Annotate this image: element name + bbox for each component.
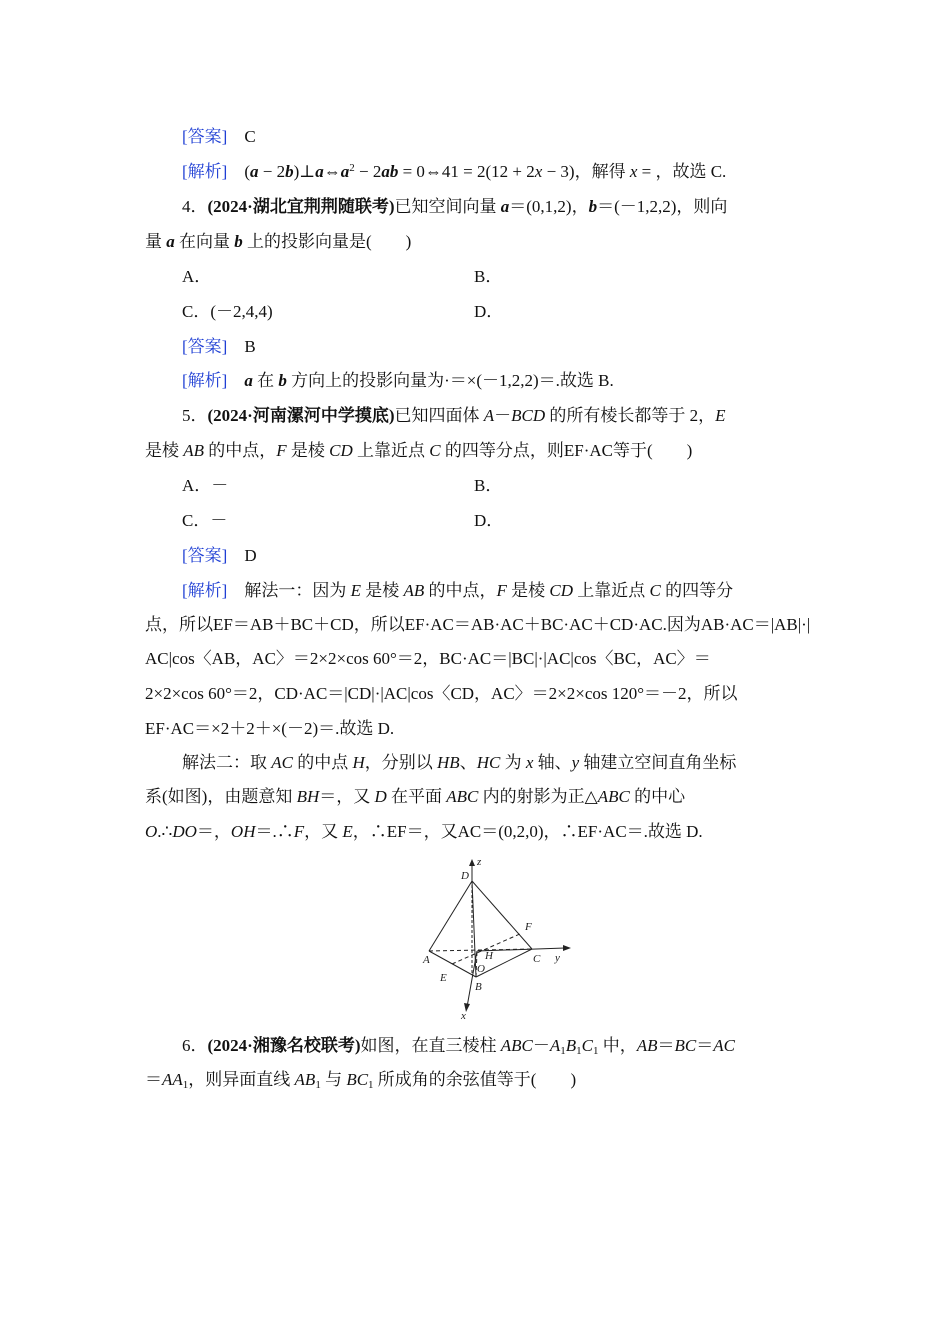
q6-source: (2024·湘豫名校联考) <box>207 1036 361 1055</box>
label-f: F <box>525 921 532 933</box>
label-h: H <box>485 950 493 962</box>
q5-method1-line2: 点，所以EF＝AB＋BC＋CD，所以EF·AC＝AB·AC＋BC·AC＋CD·AC.因为AB·AC＝|AB|·| <box>145 615 811 634</box>
q5-method1-line4: 2×2×cos 60°＝2，CD·AC＝|CD|·|AC|cos〈CD，AC〉＝2×2×cos 120°＝－2，所以 <box>145 684 738 703</box>
label-y: y <box>555 952 560 964</box>
q5-option-a: A．－ <box>182 476 229 495</box>
label-d: D <box>461 870 469 882</box>
analysis-tag: [解析] <box>182 162 228 181</box>
q5-option-c: C．－ <box>182 511 228 530</box>
q5-option-b: B． <box>474 476 503 495</box>
q5-method1-line1: [解析] 解法一：因为 E 是棱 AB 的中点，F 是棱 CD 上靠近点 C 的四等分 <box>182 581 734 600</box>
q5-method2-line3: O.∴DO＝，OH＝.∴F，又 E，∴EF＝，又AC＝(0,2,0)，∴EF·AC＝.故选 D. <box>145 822 703 841</box>
answer-tag: [答案] <box>182 127 228 146</box>
q5-method1-line3: AC|cos〈AB，AC〉＝2×2×cos 60°＝2，BC·AC＝|BC|·|AC|cos〈BC，AC〉＝ <box>145 649 711 668</box>
q5-stem-line1: 5．(2024·河南漯河中学摸底)已知四面体 A－BCD 的所有棱长都等于 2，E <box>182 406 726 425</box>
q5-method1-line5: EF·AC＝×2＋2＋×(－2)＝.故选 D. <box>145 719 395 738</box>
q3-answer: [答案] C <box>182 127 256 146</box>
q4-stem-line1: 4．(2024·湖北宜荆荆随联考)已知空间向量 a＝(0,1,2)，b＝(－1,2,2)，则向 <box>182 197 728 216</box>
label-x: x <box>461 1010 466 1020</box>
label-a: A <box>423 954 430 966</box>
q4-option-a: A． <box>182 267 212 286</box>
q6-stem-line1: 6．(2024·湘豫名校联考)如图，在直三棱柱 $ABC-A_1B_1C_1$ 中，AB＝BC＝AC <box>182 1036 735 1057</box>
label-b: B <box>475 981 482 993</box>
q3-analysis: [解析] $(a - 2b)\perp a\Leftrightarrow a^2 - 2ab$ = 0⇔41 = 2(12 + 2x − 3)，解得 x = ，故选 C. <box>182 162 727 181</box>
q4-answer: [答案] B <box>182 337 256 356</box>
q4-option-d: D． <box>474 302 504 321</box>
q5-method2-line2: 系(如图)，由题意知 BH＝，又 D 在平面 ABC 内的射影为正△ABC 的中心 <box>145 787 686 806</box>
q5-option-d: D． <box>474 511 504 530</box>
q5-method2-line1: 解法二：取 AC 的中点 H，分别以 HB、HC 为 x 轴、y 轴建立空间直角坐标 <box>182 753 737 772</box>
q5-source: (2024·河南漯河中学摸底) <box>207 406 395 425</box>
tetrahedron-figure <box>415 855 585 1020</box>
q5-answer: [答案] D <box>182 546 257 565</box>
q5-stem-line2: 是棱 AB 的中点，F 是棱 CD 上靠近点 C 的四等分点，则EF·AC等于( ) <box>145 441 693 460</box>
q4-option-b: B． <box>474 267 503 286</box>
q4-analysis: [解析] a 在 b 方向上的投影向量为·＝×(－1,2,2)＝.故选 B. <box>182 371 614 390</box>
label-c: C <box>533 953 541 965</box>
label-z: z <box>477 856 482 868</box>
q4-stem-line2: 量 a 在向量 b 上的投影向量是( ) <box>145 232 412 251</box>
q4-option-c: C．(－2,4,4) <box>182 302 273 321</box>
q4-source: (2024·湖北宜荆荆随联考) <box>207 197 395 216</box>
label-e: E <box>440 972 447 984</box>
label-o: O <box>477 963 485 975</box>
q6-stem-line2: $=AA_1$，则异面直线 $AB_1$ 与 $BC_1$ 所成角的余弦值等于( ) <box>145 1070 577 1091</box>
